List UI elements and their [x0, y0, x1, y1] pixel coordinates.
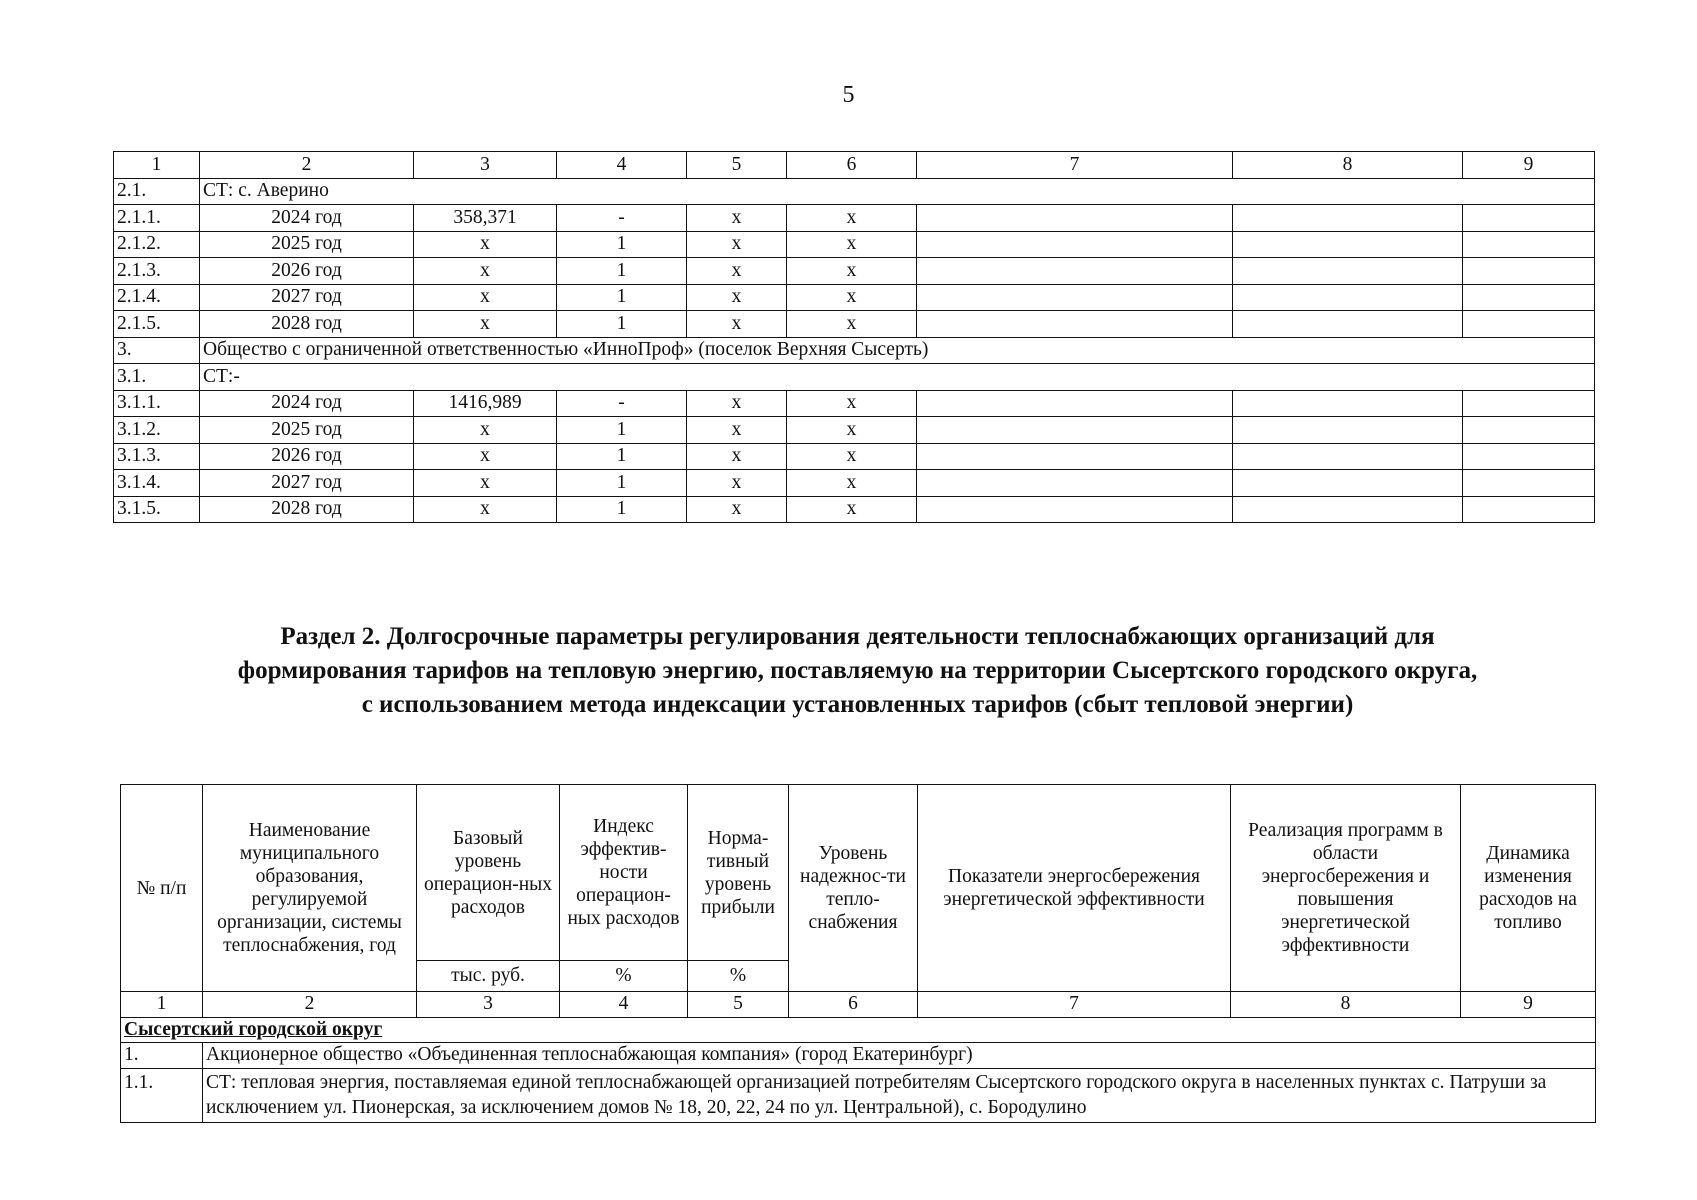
- table-cell: [1463, 284, 1595, 311]
- table-row: [114, 231, 1595, 258]
- table-cell: х: [687, 258, 787, 285]
- table-cell: х: [414, 496, 557, 523]
- table-cell: х: [687, 496, 787, 523]
- table-cell: 2024 год: [200, 205, 414, 232]
- table-cell: х: [687, 443, 787, 470]
- row-number: 2.1.1.: [114, 205, 200, 232]
- table-cell: 1: [557, 258, 687, 285]
- label-row: [114, 337, 1595, 364]
- table-cell: [1463, 311, 1595, 338]
- table-cell: [1463, 231, 1595, 258]
- table-cell: 1: [557, 231, 687, 258]
- system-description: СТ: тепловая энергия, поставляемая единой теплоснабжающей организацией потребителям Сысертского городского округа в населенных пунктах с. Патруши за исключением ул. Пионерская, за исключением домов № 18, 20, 22, 24 по ул. Центральной), с. Бородулино: [203, 1068, 1596, 1122]
- table-cell: [1463, 390, 1595, 417]
- table-cell: х: [414, 311, 557, 338]
- row-number: 2.1.3.: [114, 258, 200, 285]
- row-number: 3.1.1.: [114, 390, 200, 417]
- table-cell: 2026 год: [200, 258, 414, 285]
- district-name: [121, 1017, 1596, 1043]
- row-number: 3.1.2.: [114, 417, 200, 444]
- table-cell: х: [687, 470, 787, 497]
- column-number: 7: [918, 992, 1231, 1018]
- continuation-table: [113, 151, 1595, 523]
- table-cell: 1: [557, 443, 687, 470]
- table-cell: [917, 284, 1233, 311]
- table-cell: х: [787, 205, 917, 232]
- row-number: 1.: [121, 1043, 203, 1069]
- table-cell: [1463, 470, 1595, 497]
- table-cell: [1233, 443, 1463, 470]
- table-cell: 2027 год: [200, 470, 414, 497]
- table-cell: х: [414, 284, 557, 311]
- table-cell: 1: [557, 311, 687, 338]
- column-number: 4: [557, 152, 687, 179]
- table-cell: 1: [557, 284, 687, 311]
- column-number: 3: [417, 992, 560, 1018]
- column-number: 9: [1463, 152, 1595, 179]
- table-cell: х: [414, 470, 557, 497]
- column-number: 3: [414, 152, 557, 179]
- table-cell: [917, 311, 1233, 338]
- table-cell: 2024 год: [200, 390, 414, 417]
- table-cell: [1233, 231, 1463, 258]
- header-energy-saving: Показатели энергосбережения энергетической эффективности: [918, 785, 1231, 992]
- table-cell: 358,371: [414, 205, 557, 232]
- section-title-line: формирования тарифов на тепловую энергию, поставляемую на территории Сысертского городского округа,: [237, 657, 1478, 684]
- table-cell: х: [414, 231, 557, 258]
- row-number: 3.: [114, 337, 200, 364]
- header-number: № п/п: [121, 785, 203, 992]
- table-cell: 2028 год: [200, 496, 414, 523]
- district-name-text: Сысертский городской округ: [124, 1018, 383, 1040]
- table-row: [114, 205, 1595, 232]
- row-label: СТ:-: [200, 364, 1595, 391]
- column-number: 5: [687, 152, 787, 179]
- table-cell: х: [787, 496, 917, 523]
- table-cell: х: [687, 284, 787, 311]
- column-number: 8: [1233, 152, 1463, 179]
- table-cell: [917, 205, 1233, 232]
- row-label: Общество с ограниченной ответственностью «ИнноПроф» (поселок Верхняя Сысерть): [200, 337, 1595, 364]
- table-cell: [917, 443, 1233, 470]
- header-profit-level: Норма-тивный уровень прибыли: [688, 785, 789, 961]
- table-cell: 1416,989: [414, 390, 557, 417]
- table-cell: х: [787, 390, 917, 417]
- unit-label: %: [688, 961, 789, 992]
- table-cell: х: [687, 231, 787, 258]
- row-number: 1.1.: [121, 1068, 203, 1122]
- header-name: Наименование муниципального образования, регулируемой организации, системы теплоснабжения, год: [203, 785, 417, 992]
- table-cell: х: [414, 417, 557, 444]
- table-cell: 2026 год: [200, 443, 414, 470]
- table-cell: 2025 год: [200, 417, 414, 444]
- table-cell: [1463, 496, 1595, 523]
- page-number: 5: [842, 82, 855, 108]
- table-row: [114, 443, 1595, 470]
- column-number: 6: [789, 992, 918, 1018]
- column-number: 4: [560, 992, 688, 1018]
- table-cell: [1233, 284, 1463, 311]
- table-cell: [917, 231, 1233, 258]
- unit-label: %: [560, 961, 688, 992]
- row-number: 3.1.3.: [114, 443, 200, 470]
- table-cell: 2028 год: [200, 311, 414, 338]
- table-cell: -: [557, 390, 687, 417]
- section-title-line: с использованием метода индексации установленных тарифов (сбыт тепловой энергии): [361, 691, 1354, 718]
- organization-row: [121, 1043, 1596, 1069]
- table-cell: х: [787, 443, 917, 470]
- table-cell: х: [687, 311, 787, 338]
- table-cell: [1233, 496, 1463, 523]
- label-row: [114, 178, 1595, 205]
- header-reliability: Уровень надежнос-ти тепло-снабжения: [789, 785, 918, 992]
- table-cell: 1: [557, 470, 687, 497]
- district-row: [121, 1017, 1596, 1043]
- table-cell: [1463, 443, 1595, 470]
- table-cell: 1: [557, 496, 687, 523]
- row-number: 2.1.4.: [114, 284, 200, 311]
- table-cell: [1233, 470, 1463, 497]
- section-2-title: [120, 620, 1595, 722]
- table-cell: [917, 417, 1233, 444]
- table-cell: 2027 год: [200, 284, 414, 311]
- column-number: 7: [917, 152, 1233, 179]
- table-row: [114, 470, 1595, 497]
- section-title-line: Раздел 2. Долгосрочные параметры регулирования деятельности теплоснабжающих организаций для: [280, 623, 1435, 650]
- column-number: 9: [1461, 992, 1596, 1018]
- table-cell: [917, 496, 1233, 523]
- table-cell: [1233, 390, 1463, 417]
- table-cell: [1463, 205, 1595, 232]
- column-number-row: [121, 992, 1596, 1018]
- table-cell: х: [414, 258, 557, 285]
- table-cell: [1463, 258, 1595, 285]
- table-cell: [1233, 311, 1463, 338]
- label-row: [114, 364, 1595, 391]
- table-cell: х: [787, 284, 917, 311]
- row-number: 2.1.2.: [114, 231, 200, 258]
- column-number: 2: [203, 992, 417, 1018]
- table-row: [114, 258, 1595, 285]
- table-cell: [1463, 417, 1595, 444]
- column-number: 1: [121, 992, 203, 1018]
- table-cell: [1233, 258, 1463, 285]
- column-number: 5: [688, 992, 789, 1018]
- table-cell: [1233, 417, 1463, 444]
- row-number: 3.1.5.: [114, 496, 200, 523]
- table-cell: х: [414, 443, 557, 470]
- table-cell: 1: [557, 417, 687, 444]
- header-row: [121, 785, 1596, 961]
- section-2-table: [120, 784, 1596, 1123]
- column-number: 2: [200, 152, 414, 179]
- row-number: 2.1.5.: [114, 311, 200, 338]
- table-row: [114, 390, 1595, 417]
- unit-label: тыс. руб.: [417, 961, 560, 992]
- row-number: 3.1.4.: [114, 470, 200, 497]
- header-programs: Реализация программ в области энергосбережения и повышения энергетической эффективности: [1231, 785, 1461, 992]
- header-base-costs: Базовый уровень операцион-ных расходов: [417, 785, 560, 961]
- table-cell: х: [687, 205, 787, 232]
- table-row: [114, 311, 1595, 338]
- row-number: 2.1.: [114, 178, 200, 205]
- column-number: 6: [787, 152, 917, 179]
- table-cell: х: [787, 311, 917, 338]
- table-cell: 2025 год: [200, 231, 414, 258]
- table-cell: [1233, 205, 1463, 232]
- table-cell: х: [687, 417, 787, 444]
- organization-name: Акционерное общество «Объединенная теплоснабжающая компания» (город Екатеринбург): [203, 1043, 1596, 1069]
- table-cell: х: [787, 417, 917, 444]
- table-cell: х: [787, 231, 917, 258]
- table-cell: -: [557, 205, 687, 232]
- table-cell: [917, 258, 1233, 285]
- table-cell: х: [787, 470, 917, 497]
- column-number-row: [114, 152, 1595, 179]
- table-cell: х: [787, 258, 917, 285]
- table-cell: [917, 390, 1233, 417]
- system-row: [121, 1068, 1596, 1122]
- row-number: 3.1.: [114, 364, 200, 391]
- table-cell: х: [687, 390, 787, 417]
- continuation-table-body: [114, 152, 1595, 523]
- column-number: 1: [114, 152, 200, 179]
- table-row: [114, 417, 1595, 444]
- table-row: [114, 284, 1595, 311]
- table-row: [114, 496, 1595, 523]
- table-cell: [917, 470, 1233, 497]
- header-efficiency-index: Индекс эффектив-ности операцион-ных расходов: [560, 785, 688, 961]
- row-label: СТ: с. Аверино: [200, 178, 1595, 205]
- column-number: 8: [1231, 992, 1461, 1018]
- header-fuel-dynamics: Динамика изменения расходов на топливо: [1461, 785, 1596, 992]
